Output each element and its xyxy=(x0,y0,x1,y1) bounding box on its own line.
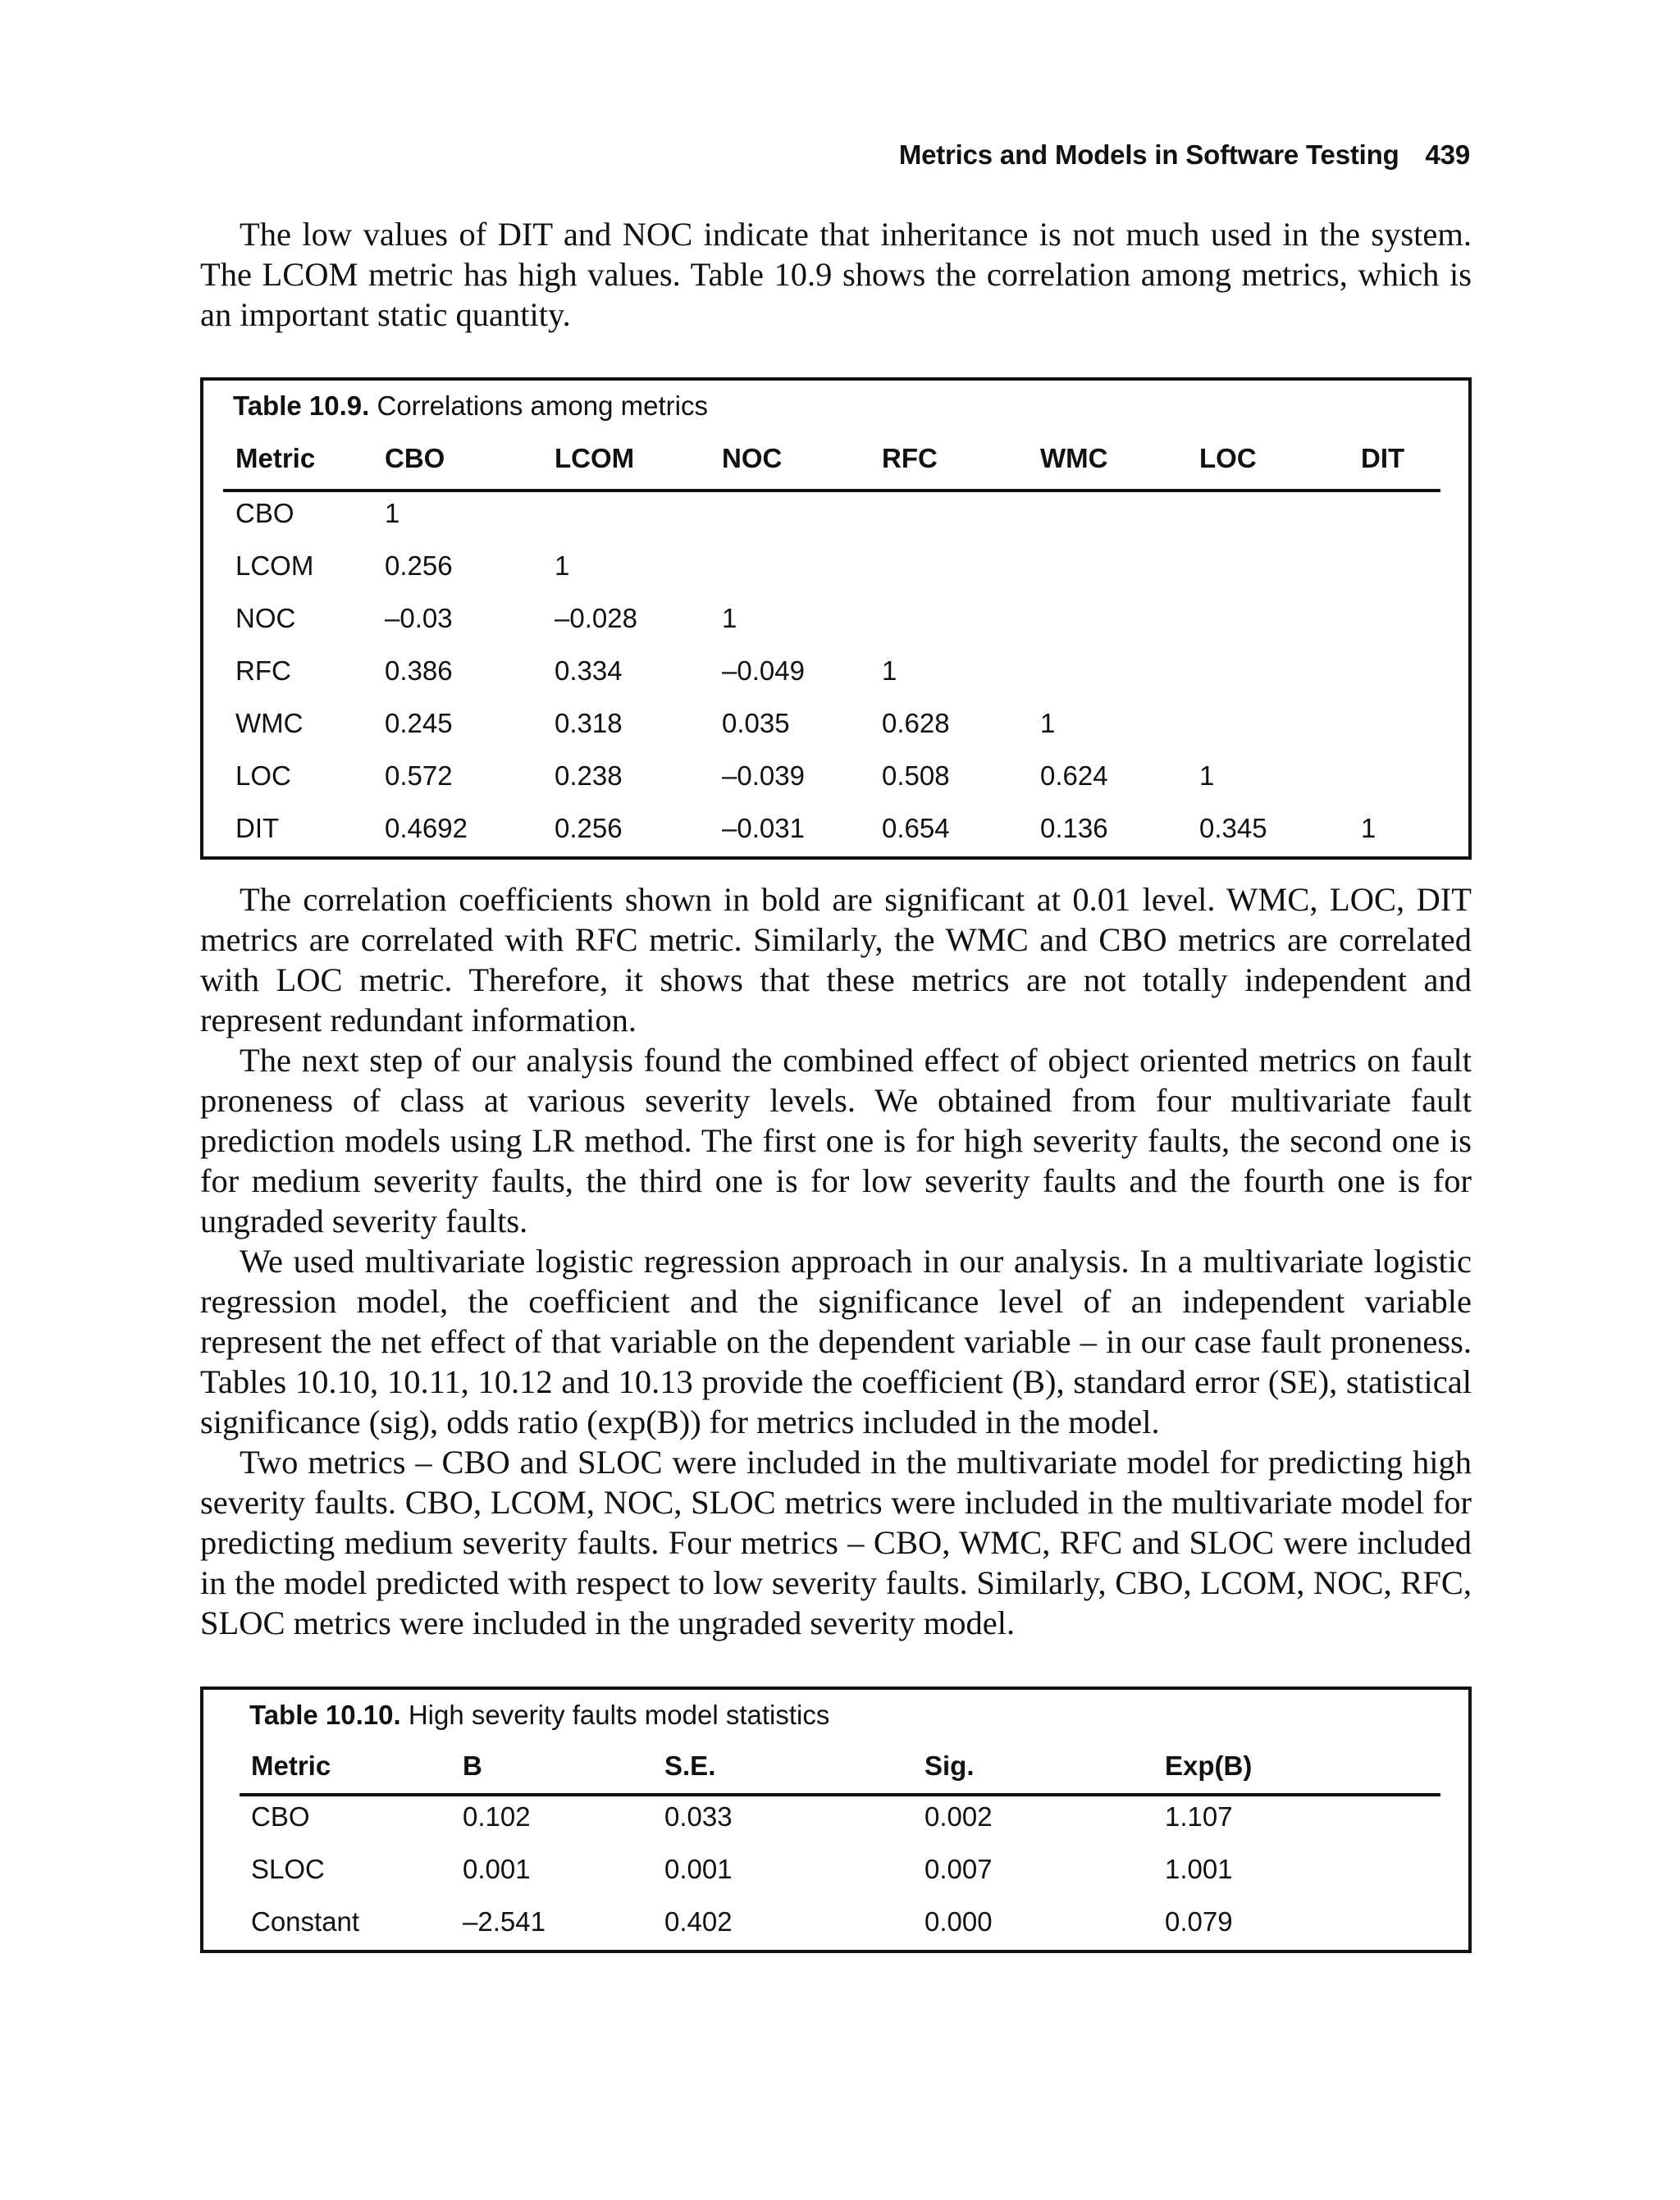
column-header: Sig. xyxy=(924,1750,975,1781)
table-cell: –0.039 xyxy=(722,760,805,791)
paragraph-2 xyxy=(200,879,1472,1040)
table-cell: 0.345 xyxy=(1199,813,1267,843)
table-cell: 0.334 xyxy=(555,655,623,686)
table-row xyxy=(203,813,1468,865)
table-cell: 0.256 xyxy=(555,813,623,843)
table-cell: 0.238 xyxy=(555,760,623,791)
table-caption xyxy=(233,390,708,422)
table-cell: 1 xyxy=(722,603,737,633)
table-cell: 0.386 xyxy=(385,655,453,686)
column-header: RFC xyxy=(882,443,938,473)
row-label: SLOC xyxy=(251,1854,325,1884)
row-label: LOC xyxy=(235,760,291,791)
column-header: B xyxy=(463,1750,482,1781)
paragraph-2-text: The correlation coefficients shown in bold are significant at 0.01 level. WMC, LOC, DIT metrics are correlated with RFC metric. Similarly, the WMC and CBO metrics are correlated with LOC metric. Therefore, it shows that these metrics are not totally independent and represent redundant information. xyxy=(200,881,1472,1038)
table-cell: 0.102 xyxy=(463,1801,531,1832)
row-label: DIT xyxy=(235,813,280,843)
table-row xyxy=(203,1906,1468,1959)
table-cell: 0.402 xyxy=(664,1906,733,1937)
row-label: Constant xyxy=(251,1906,360,1937)
high-severity-table xyxy=(200,1687,1472,1953)
table-cell: 1 xyxy=(1361,813,1376,843)
paragraph-4-text: We used multivariate logistic regression approach in our analysis. In a multivariate logistic regression model, the coefficient and the significance level of an independent variable represent the net effect of that variable on the dependent variable – in our case fault proneness. Tables 10.10, 10.11, 10.12 and 10.13 provide the coefficient (B), standard error (SE), statistical significance (sig), odds ratio (exp(B)) for metrics included in the model. xyxy=(200,1243,1472,1440)
table-cell: 0.654 xyxy=(882,813,950,843)
table-cell: 1 xyxy=(1199,760,1215,791)
paragraph-1 xyxy=(200,214,1472,335)
paragraph-3-text: The next step of our analysis found the combined effect of object oriented metrics on fault proneness of class at various severity levels. We obtained from four multivariate fault prediction models using LR method. The first one is for high severity faults, the second one is for medium severity faults, the third one is for low severity faults and the fourth one is for ungraded severity faults. xyxy=(200,1042,1472,1239)
column-header: S.E. xyxy=(664,1750,716,1781)
table-caption-label: Table 10.9. xyxy=(233,390,370,421)
table-cell: 0.318 xyxy=(555,708,623,738)
table-caption-text: Correlations among metrics xyxy=(377,390,708,421)
table-row xyxy=(203,498,1468,550)
table-header-row xyxy=(203,443,1468,476)
table-cell: 0.628 xyxy=(882,708,950,738)
table-row xyxy=(203,1801,1468,1854)
table-cell: –0.03 xyxy=(385,603,453,633)
table-cell: 1 xyxy=(1040,708,1056,738)
table-cell: 0.035 xyxy=(722,708,790,738)
table-caption-label: Table 10.10. xyxy=(249,1700,401,1730)
table-cell: 1.107 xyxy=(1165,1801,1233,1832)
row-label: RFC xyxy=(235,655,291,686)
row-label: WMC xyxy=(235,708,304,738)
row-label: CBO xyxy=(235,498,294,528)
column-header: Metric xyxy=(251,1750,331,1781)
table-cell: 0.000 xyxy=(924,1906,993,1937)
header-title: Metrics and Models in Software Testing xyxy=(898,139,1399,170)
page-number: 439 xyxy=(1425,139,1470,170)
table-cell: 0.4692 xyxy=(385,813,468,843)
table-cell: 0.033 xyxy=(664,1801,733,1832)
table-cell: 0.136 xyxy=(1040,813,1108,843)
row-label: NOC xyxy=(235,603,296,633)
column-header: NOC xyxy=(722,443,783,473)
column-header: DIT xyxy=(1361,443,1405,473)
table-row xyxy=(203,708,1468,760)
table-cell: 1 xyxy=(882,655,897,686)
table-cell: 0.007 xyxy=(924,1854,993,1884)
table-cell: 0.624 xyxy=(1040,760,1108,791)
column-header: Metric xyxy=(235,443,316,473)
header-rule xyxy=(240,1793,1440,1796)
table-cell: 0.256 xyxy=(385,550,453,581)
paragraph-5 xyxy=(200,1442,1472,1643)
table-caption-text: High severity faults model statistics xyxy=(408,1700,830,1730)
paragraph-4 xyxy=(200,1241,1472,1442)
table-caption xyxy=(249,1700,829,1731)
table-cell: 0.079 xyxy=(1165,1906,1233,1937)
column-header: LCOM xyxy=(555,443,635,473)
table-cell: 0.245 xyxy=(385,708,453,738)
table-cell: 1 xyxy=(385,498,400,528)
table-row xyxy=(203,760,1468,813)
table-cell: –0.049 xyxy=(722,655,805,686)
table-cell: 1.001 xyxy=(1165,1854,1233,1884)
correlation-table xyxy=(200,377,1472,860)
column-header: Exp(B) xyxy=(1165,1750,1253,1781)
row-label: LCOM xyxy=(235,550,314,581)
table-row xyxy=(203,550,1468,603)
table-row xyxy=(203,603,1468,655)
column-header: WMC xyxy=(1040,443,1108,473)
table-cell: 1 xyxy=(555,550,570,581)
column-header: CBO xyxy=(385,443,445,473)
header-rule xyxy=(223,489,1440,492)
running-header xyxy=(899,139,1470,171)
table-cell: –2.541 xyxy=(463,1906,546,1937)
table-cell: 0.001 xyxy=(463,1854,531,1884)
row-label: CBO xyxy=(251,1801,310,1832)
table-cell: 0.572 xyxy=(385,760,453,791)
table-cell: 0.001 xyxy=(664,1854,733,1884)
paragraph-3 xyxy=(200,1040,1472,1241)
paragraph-1-text: The low values of DIT and NOC indicate that inheritance is not much used in the system. The LCOM metric has high values. Table 10.9 shows the correlation among metrics, which is an important static quantity. xyxy=(200,216,1472,333)
table-cell: 0.002 xyxy=(924,1801,993,1832)
table-row xyxy=(203,1854,1468,1906)
table-header-row xyxy=(203,1750,1468,1783)
table-cell: –0.028 xyxy=(555,603,637,633)
column-header: LOC xyxy=(1199,443,1257,473)
paragraph-5-text: Two metrics – CBO and SLOC were included in the multivariate model for predicting high severity faults. CBO, LCOM, NOC, SLOC metrics were included in the multivariate model for predicting medium severity faults. Four metrics – CBO, WMC, RFC and SLOC were included in the model predicted with respect to low severity faults. Similarly, CBO, LCOM, NOC, RFC, SLOC metrics were included in the ungraded severity model. xyxy=(200,1444,1472,1641)
table-cell: –0.031 xyxy=(722,813,805,843)
table-cell: 0.508 xyxy=(882,760,950,791)
table-row xyxy=(203,655,1468,708)
